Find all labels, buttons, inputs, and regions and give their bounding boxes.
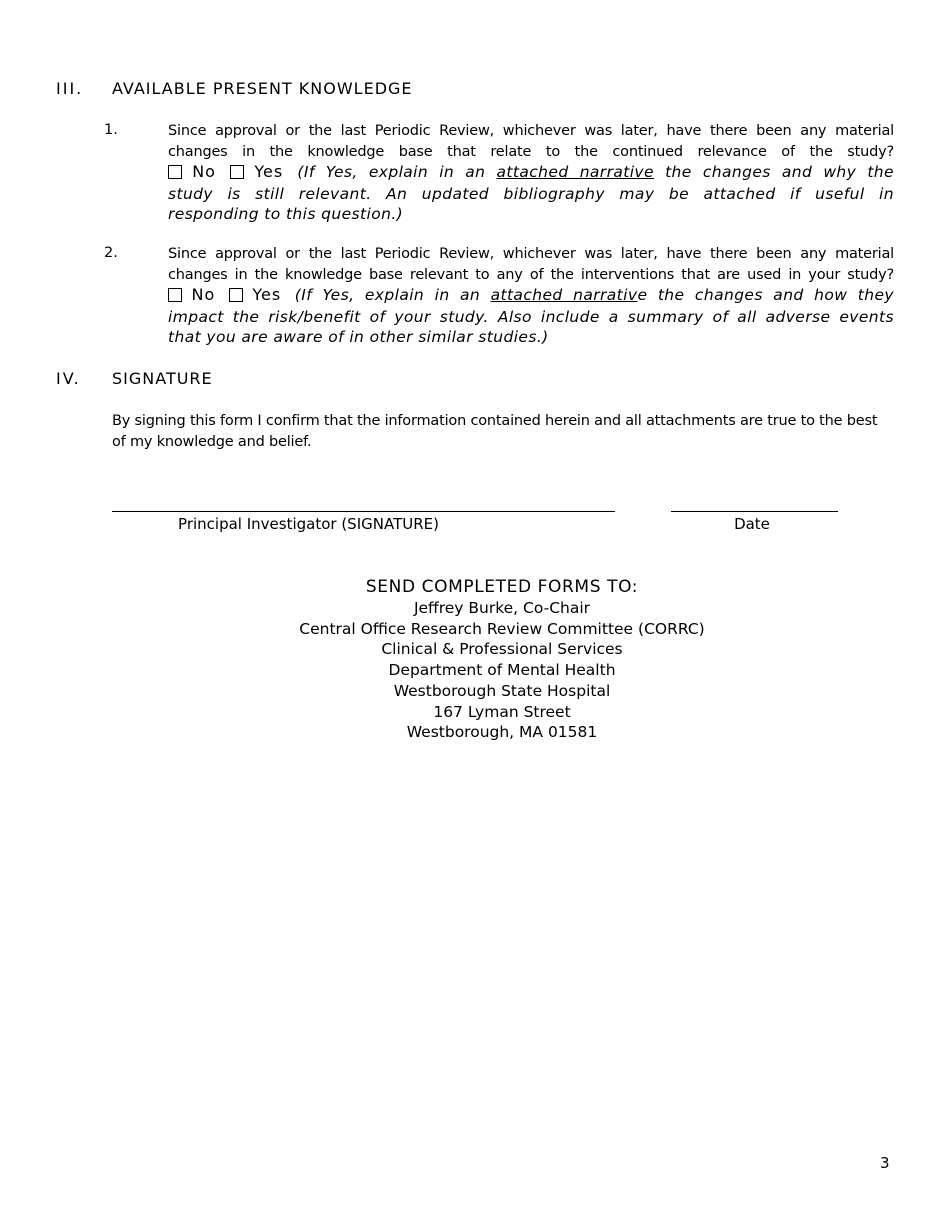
- item-2-yes-label: Yes: [252, 285, 282, 304]
- item-1-no-checkbox[interactable]: [168, 165, 182, 179]
- item-2-no-checkbox[interactable]: [168, 288, 182, 302]
- item-1-question: [168, 121, 894, 225]
- signature-line[interactable]: [112, 511, 615, 512]
- item-1-line1: Since approval or the last Periodic Review, whichever was later, have there been any material: [168, 123, 894, 139]
- address-line: Central Office Research Review Committee (CORRC): [299, 619, 705, 638]
- date-caption: Date: [734, 515, 770, 533]
- item-1-note-pre: (If Yes, explain in an: [297, 163, 497, 181]
- item-2-line2: changes in the knowledge base relevant to any of the interventions that are used in your study?: [168, 266, 894, 283]
- item-2-number: 2.: [104, 245, 118, 261]
- item-2-note-pre: (If Yes, explain in an: [294, 286, 491, 304]
- section-3-numeral: III.: [56, 79, 84, 98]
- address-line: Westborough, MA 01581: [406, 723, 598, 742]
- signature-statement: By signing this form I confirm that the information contained herein and all attachments are true to the best of my knowledge and belief.: [112, 413, 878, 450]
- address-line: Department of Mental Health: [388, 661, 616, 680]
- item-1-no-label: No: [192, 162, 216, 181]
- date-line[interactable]: [671, 511, 838, 512]
- section-3-title: AVAILABLE PRESENT KNOWLEDGE: [112, 79, 413, 98]
- item-1-yes-checkbox[interactable]: [230, 165, 244, 179]
- item-1-yes-label: Yes: [254, 162, 284, 181]
- item-1-note-line3: responding to this question.): [168, 205, 404, 223]
- item-2-question: [168, 244, 894, 348]
- page-number: 3: [880, 1154, 890, 1172]
- item-1-number: 1.: [104, 122, 118, 138]
- item-2-attached-narrative: attached narrativ: [490, 286, 638, 304]
- item-1-note-line2: study is still relevant. An updated bibliography may be attached if useful in: [168, 184, 894, 203]
- address-line: Jeffrey Burke, Co-Chair: [413, 599, 591, 617]
- item-1-attached-narrative: attached narrative: [496, 163, 654, 181]
- item-2-line1: Since approval or the last Periodic Review, whichever was later, have there been any material: [168, 246, 894, 262]
- section-4-numeral: IV.: [56, 369, 81, 388]
- item-2-note-post: e the changes and how they: [637, 286, 894, 304]
- item-1-line2: changes in the knowledge base that relate to the continued relevance of the study?: [168, 143, 894, 160]
- signature-caption: Principal Investigator (SIGNATURE): [178, 515, 439, 533]
- item-2-yes-checkbox[interactable]: [229, 288, 243, 302]
- address-line: 167 Lyman Street: [433, 702, 571, 721]
- address-heading: SEND COMPLETED FORMS TO:: [365, 577, 639, 597]
- item-2-no-label: No: [191, 285, 216, 304]
- address-line: Clinical & Professional Services: [381, 640, 623, 659]
- address-line: Westborough State Hospital: [393, 681, 611, 700]
- item-2-note-line3: that you are aware of in other similar studies.): [168, 328, 549, 346]
- section-4-title: SIGNATURE: [112, 369, 213, 388]
- item-1-note-post: the changes and why the: [653, 163, 894, 181]
- item-2-note-line2: impact the risk/benefit of your study. Also include a summary of all adverse events: [168, 307, 894, 326]
- mailing-address: [200, 576, 804, 743]
